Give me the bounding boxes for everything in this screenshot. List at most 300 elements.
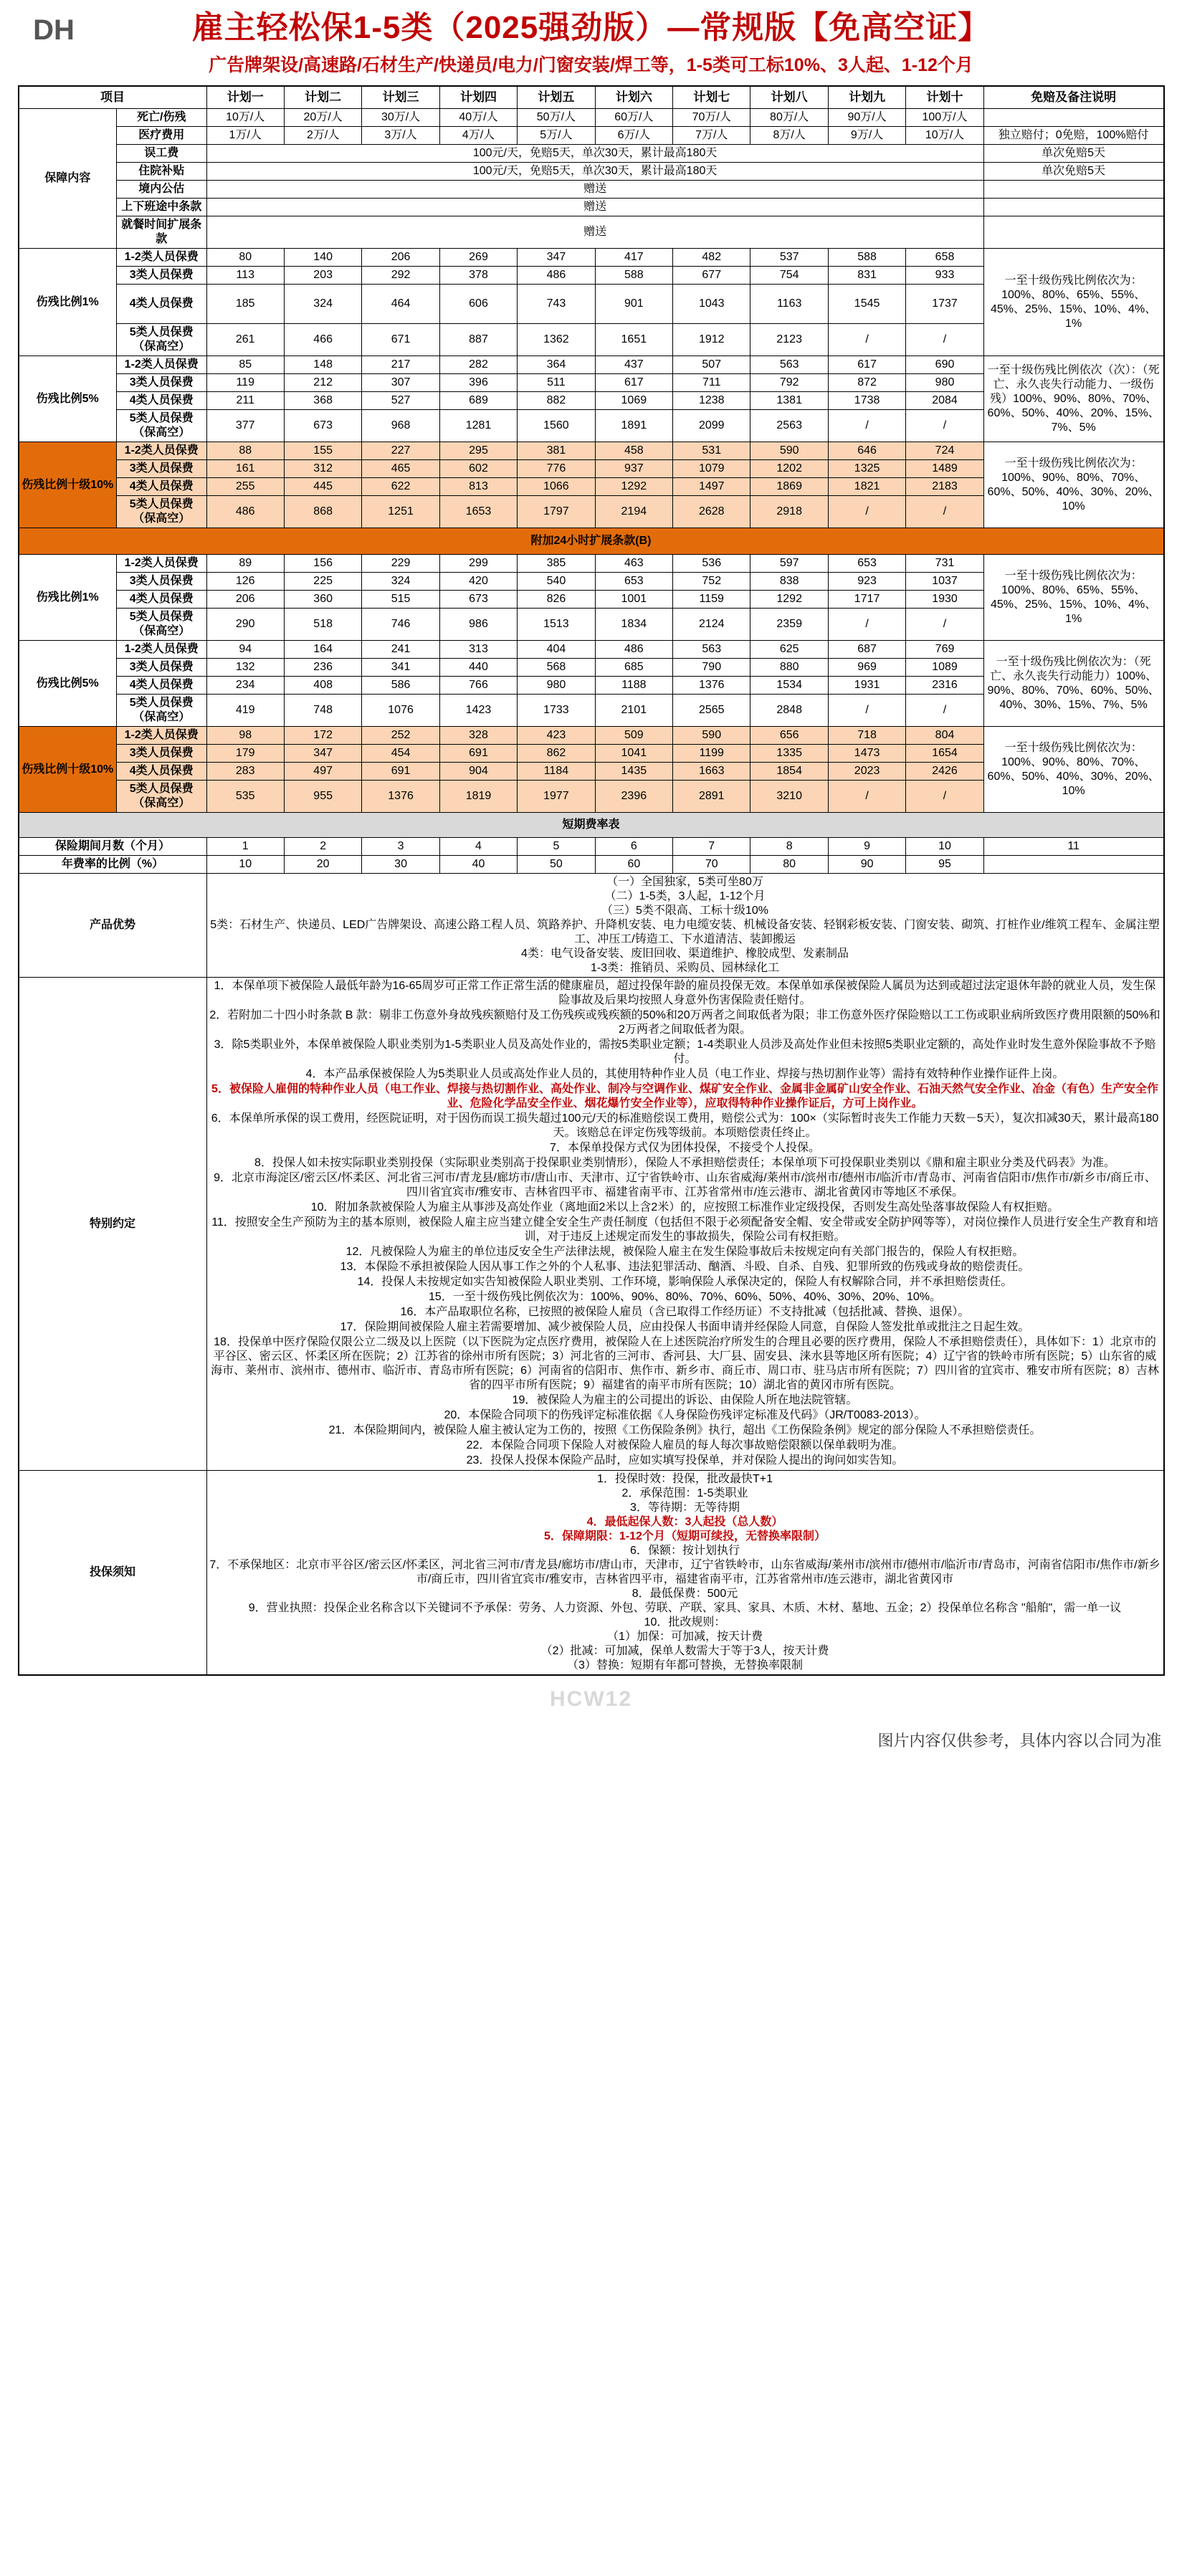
cell-value: 290 <box>206 609 284 641</box>
cell-value: 1513 <box>518 609 595 641</box>
cell-value: 671 <box>362 324 439 356</box>
cell-value: / <box>828 781 905 813</box>
row-label: 4类人员保费 <box>116 677 206 695</box>
term-paragraph: 15．一至十级伤残比例依次为：100%、90%、80%、70%、60%、50%、40%、30%、20%、10%。 <box>429 1291 941 1304</box>
cell-value: 1654 <box>906 745 983 763</box>
cell-value: 236 <box>284 659 361 677</box>
cell-value: 60万/人 <box>595 109 672 127</box>
cell-value: 1159 <box>673 591 750 609</box>
cell-value: 711 <box>673 374 750 392</box>
cell-value: 324 <box>362 573 439 591</box>
row-label: 上下班途中条款 <box>116 199 206 216</box>
coverage-row <box>19 127 1164 145</box>
term-paragraph: 21．本保险期间内，被保险人雇主被认定为工伤的，按照《工伤保险条例》执行，超出《工伤保险条例》规定的部分保险人不承担赔偿责任。 <box>328 1424 1042 1437</box>
cell-value: 164 <box>284 641 361 659</box>
row-label: 3类人员保费 <box>116 573 206 591</box>
cell-value: 535 <box>206 781 284 813</box>
cell-value: 933 <box>906 267 983 285</box>
month-cell: 1 <box>206 838 284 856</box>
cell-value: 531 <box>673 442 750 460</box>
cell-value: 156 <box>284 555 361 573</box>
cell-value: 1912 <box>673 324 750 356</box>
row-note <box>983 216 1163 249</box>
advantage-line: （三）5类不限高、工标十级10% <box>601 905 768 917</box>
cell-value: 2023 <box>828 763 905 781</box>
cell-value: 161 <box>206 460 284 478</box>
cell-value: 1199 <box>673 745 750 763</box>
advantages-content <box>206 874 1163 978</box>
cell-value: 689 <box>439 392 517 410</box>
cell-value: 527 <box>362 392 439 410</box>
cell-value: 880 <box>750 659 828 677</box>
notice-label: 投保须知 <box>19 1471 207 1676</box>
cell-value: 752 <box>673 573 750 591</box>
row-label: 住院补贴 <box>116 163 206 181</box>
cell-value: 341 <box>362 659 439 677</box>
cell-value: 1737 <box>906 285 983 324</box>
cell-value: 1560 <box>518 410 595 442</box>
cell-value: 417 <box>595 249 672 267</box>
cell-value: 1066 <box>518 478 595 496</box>
cell-value: 617 <box>828 356 905 374</box>
cell-value: 328 <box>439 727 517 745</box>
page-title: 雇主轻松保1-5类（2025强劲版）—常规版【免高空证】 <box>191 10 991 45</box>
title-block <box>108 10 1074 77</box>
cell-value: 1545 <box>828 285 905 324</box>
cell-value: 368 <box>284 392 361 410</box>
cell-value: 2396 <box>595 781 672 813</box>
cell-value: 868 <box>284 496 361 528</box>
advantages-label: 产品优势 <box>19 874 207 978</box>
row-note <box>983 181 1163 199</box>
cell-value: 4万/人 <box>439 127 517 145</box>
row-label: 5类人员保费（保高空） <box>116 781 206 813</box>
cell-value: 1184 <box>518 763 595 781</box>
term-paragraph: 20．本保险合同项下的伤残评定标准依据《人身保险伤残评定标准及代码》（JR/T0083-2013）。 <box>444 1409 926 1422</box>
cell-value: 980 <box>518 677 595 695</box>
notice-line: 7．不承保地区：北京市平谷区/密云区/怀柔区，河北省三河市/青龙县/廊坊市/唐山市，天津市，辽宁省铁岭市，山东省威海/莱州市/滨州市/德州市/临沂市/青岛市，河南省信阳市/焦作市/新乡市/商丘市，四川省宜宾市/雅安市，吉林省四平市，福建省南平市，江苏省常州市/连云港市，湖北省黄冈市 <box>209 1559 1160 1586</box>
row-label: 就餐时间扩展条款 <box>116 216 206 249</box>
cell-value: 838 <box>750 573 828 591</box>
cell-value: 563 <box>750 356 828 374</box>
cell-value: 955 <box>284 781 361 813</box>
month-cell: 3 <box>362 838 439 856</box>
cell-value: 423 <box>518 727 595 745</box>
rate-cell-empty <box>983 856 1163 874</box>
cell-value: 1435 <box>595 763 672 781</box>
special-terms-content <box>206 978 1163 1471</box>
row-label: 5类人员保费（保高空） <box>116 695 206 727</box>
cell-value: 1202 <box>750 460 828 478</box>
month-cell: 10 <box>906 838 983 856</box>
cell-value: 269 <box>439 249 517 267</box>
notice-line: 10．批改规则： <box>644 1616 726 1629</box>
cell-value: 656 <box>750 727 828 745</box>
cell-value: / <box>906 695 983 727</box>
coverage-row <box>19 216 1164 249</box>
cell-value: 90万/人 <box>828 109 905 127</box>
cell-value: 746 <box>362 609 439 641</box>
cell-value: 381 <box>518 442 595 460</box>
short-rate-title: 短期费率表 <box>19 813 1164 838</box>
rate-cell: 50 <box>518 856 595 874</box>
cell-value: 206 <box>362 249 439 267</box>
cell-value: 617 <box>595 374 672 392</box>
row-label: 3类人员保费 <box>116 267 206 285</box>
cell-value: 378 <box>439 267 517 285</box>
term-paragraph: 18．投保单中医疗保险仅限公立二级及以上医院（以下医院为定点医疗费用，被保险人在上述医院治疗所发生的合理且必要的医疗费用，保险人不承担赔偿责任），具体如下：1）北京市的平谷区、密云区、怀柔区所在医院；2）江苏省的徐州市所有医院；3）河北省的三河市、香河县、大厂县、固安县、涞水县等地区所有医院；4）辽宁省的铁岭市所有医院；5）山东省的威海市、莱州市、滨州市、德州市、临沂市、青岛市所有医院；6）河南省的信阳市、焦作市、新乡市、商丘市、周口市、驻马店市所有医院；7）四川省的宜宾市、雅安市所有医院；8）吉林省的四平市所有医院；9）福建省的南平市所有医院；10）湖北省的黄冈市所有医院。 <box>211 1336 1159 1392</box>
cell-value: 347 <box>284 745 361 763</box>
cell-value: 1663 <box>673 763 750 781</box>
cell-value: 766 <box>439 677 517 695</box>
cell-value: 80 <box>206 249 284 267</box>
col-plan-8: 计划八 <box>750 86 828 109</box>
month-cell: 8 <box>750 838 828 856</box>
cell-value: 466 <box>284 324 361 356</box>
cell-value: 80万/人 <box>750 109 828 127</box>
cell-value: 50万/人 <box>518 109 595 127</box>
cell-value: 385 <box>518 555 595 573</box>
row-label: 4类人员保费 <box>116 478 206 496</box>
col-plan-7: 计划七 <box>673 86 750 109</box>
cell-value: 454 <box>362 745 439 763</box>
cell-value: 2194 <box>595 496 672 528</box>
cell-value: 968 <box>362 410 439 442</box>
cell-value: 937 <box>595 460 672 478</box>
cell-value: 3210 <box>750 781 828 813</box>
cell-value: 85 <box>206 356 284 374</box>
cell-value: 980 <box>906 374 983 392</box>
row-note: 单次免赔5天 <box>983 163 1163 181</box>
cell-value: 140 <box>284 249 361 267</box>
cell-value: 590 <box>750 442 828 460</box>
row-label: 境内公估 <box>116 181 206 199</box>
short-rate-row1-label: 保险期间月数（个月） <box>19 838 207 856</box>
cell-value: / <box>828 324 905 356</box>
short-rate-months-row <box>19 838 1164 856</box>
cell-value: 295 <box>439 442 517 460</box>
cell-value: 252 <box>362 727 439 745</box>
cell-value: 486 <box>595 641 672 659</box>
cell-value: 1376 <box>673 677 750 695</box>
term-paragraph: 19．被保险人为雇主的公司提出的诉讼、由保险人所在地法院管辖。 <box>512 1394 858 1407</box>
tier-label: 伤残比例5% <box>19 356 117 442</box>
cell-value: 731 <box>906 555 983 573</box>
short-rate-rates-row <box>19 856 1164 874</box>
cell-value: 203 <box>284 267 361 285</box>
term-paragraph: 23．投保人投保本保险产品时，应如实填写投保单，并对保险人提出的询问如实告知。 <box>466 1454 904 1467</box>
term-paragraph: 6．本保单所承保的误工费用，经医院证明，对于因伤而误工损失超过100元/天的标准赔偿误工费用，赔偿公式为：100×（实际暂时丧失工作能力天数－5天），复次扣减30天，累计最高180天。该赔总在评定伤残等级前。本项赔偿责任终止。 <box>211 1112 1159 1140</box>
cell-value: 1163 <box>750 285 828 324</box>
cell-value: 206 <box>206 591 284 609</box>
cell-value: 1931 <box>828 677 905 695</box>
cell-value: 904 <box>439 763 517 781</box>
cell-value: 1089 <box>906 659 983 677</box>
cell-value: 2565 <box>673 695 750 727</box>
cell-value: 887 <box>439 324 517 356</box>
row-note <box>983 109 1163 127</box>
cell-value: 419 <box>206 695 284 727</box>
term-paragraph: 10．附加条款被保险人为雇主从事涉及高处作业（离地面2米以上含2米）的，应按照工标准作业定级投保，否则发生高处坠落事故保险人有权拒赔。 <box>310 1201 1059 1214</box>
col-item: 项目 <box>19 86 207 109</box>
cell-value: 282 <box>439 356 517 374</box>
cell-value: 70万/人 <box>673 109 750 127</box>
cell-value: 2099 <box>673 410 750 442</box>
rate-cell: 80 <box>750 856 828 874</box>
month-cell: 5 <box>518 838 595 856</box>
footer <box>18 1676 1165 1762</box>
cell-value: 1079 <box>673 460 750 478</box>
coverage-row <box>19 109 1164 127</box>
cell-value: / <box>828 609 905 641</box>
cell-value: 3万/人 <box>362 127 439 145</box>
row-label: 1-2类人员保费 <box>116 356 206 374</box>
cell-value: 241 <box>362 641 439 659</box>
cell-value: 211 <box>206 392 284 410</box>
cell-value: 458 <box>595 442 672 460</box>
cell-value: / <box>906 324 983 356</box>
page-header <box>0 0 1182 77</box>
term-paragraph: 13．本保险不承担被保险人因从事工作之外的个人私事、违法犯罪活动、酗酒、斗殴、自杀、自残、犯罪所致的伤残或身故的赔偿责任。 <box>340 1261 1030 1274</box>
cell-value: 312 <box>284 460 361 478</box>
cell-value: 440 <box>439 659 517 677</box>
rate-cell: 40 <box>439 856 517 874</box>
cell-value: 283 <box>206 763 284 781</box>
cell-value: / <box>906 781 983 813</box>
cell-value: 882 <box>518 392 595 410</box>
row-label: 1-2类人员保费 <box>116 249 206 267</box>
row-label: 误工费 <box>116 145 206 163</box>
row-label: 5类人员保费（保高空） <box>116 496 206 528</box>
cell-value: 404 <box>518 641 595 659</box>
coverage-row <box>19 199 1164 216</box>
term-paragraph: 5．被保险人雇佣的特种作业人员（电工作业、焊接与热切割作业、高处作业、制冷与空调作业、煤矿安全作业、金属非金属矿山安全作业、石油天然气安全作业、冶金（有色）生产安全作业、危险化学品安全作业、烟花爆竹安全作业等），应取得特种作业操作证后，方可上岗作业。 <box>211 1083 1158 1110</box>
col-plan-3: 计划三 <box>362 86 439 109</box>
cell-value: 1930 <box>906 591 983 609</box>
notice-content <box>206 1471 1163 1676</box>
cell-value: 1497 <box>673 478 750 496</box>
advantage-line: （一）全国独家，5类可坐80万 <box>606 876 763 889</box>
cell-value: 586 <box>362 677 439 695</box>
tier-note: 一至十级伤残比例依次为：100%、80%、65%、55%、45%、25%、15%、10%、4%、1% <box>983 249 1163 356</box>
cell-value: 1834 <box>595 609 672 641</box>
cell-value: 1977 <box>518 781 595 813</box>
term-paragraph: 8．投保人如未按实际职业类别投保（实际职业类别高于投保职业类别情形），保险人不承担赔偿责任；本保单项下可投保职业类别以《鼎和雇主职业分类及代码表》为准。 <box>254 1157 1115 1170</box>
cell-value: 100万/人 <box>906 109 983 127</box>
cell-value: 1869 <box>750 478 828 496</box>
cell-value: 1292 <box>750 591 828 609</box>
special-terms-row <box>19 978 1164 1471</box>
cell-value: 831 <box>828 267 905 285</box>
coverage-label: 保障内容 <box>19 109 117 249</box>
month-cell: 6 <box>595 838 672 856</box>
cell-value: 1001 <box>595 591 672 609</box>
product-table <box>18 85 1165 1676</box>
row-label: 4类人员保费 <box>116 285 206 324</box>
cell-value: 590 <box>673 727 750 745</box>
cell-value: 1238 <box>673 392 750 410</box>
cell-value: 507 <box>673 356 750 374</box>
col-plan-4: 计划四 <box>439 86 517 109</box>
cell-value: 10万/人 <box>206 109 284 127</box>
term-paragraph: 1．本保单项下被保险人最低年龄为16-65周岁可正常工作正常生活的健康雇员，超过投保年龄的雇员投保无效。本保单如承保被保险人属员为达到或超过法定退休年龄的就业人员，发生保险事故及后果均按照人身意外伤害保险责任赔付。 <box>214 980 1156 1007</box>
cell-value: 1043 <box>673 285 750 324</box>
cell-value: 653 <box>595 573 672 591</box>
cell-value: 724 <box>906 442 983 460</box>
term-paragraph: 9．北京市海淀区/密云区/怀柔区、河北省三河市/青龙县/廊坊市/唐山市、天津市、辽宁省铁岭市、山东省威海/莱州市/滨州市/德州市/临沂市/青岛市、河南省信阳市/焦作市/新乡市/商丘市、四川省宜宾市/雅安市、吉林省四平市、福建省南平市、江苏省常州市/连云港市、湖北省黄冈市等地区不承保。 <box>214 1172 1156 1199</box>
cell-value: 1854 <box>750 763 828 781</box>
cell-value: 901 <box>595 285 672 324</box>
row-merged-value: 赠送 <box>206 216 983 249</box>
notice-line: 9．营业执照：投保企业名称含以下关键词不予承保：劳务、人力资源、外包、劳联、产联、家具、家具、木质、木材、墓地、五金；2）投保单位名称含 "船舶"，需一单一议 <box>248 1602 1122 1615</box>
cell-value: 1381 <box>750 392 828 410</box>
cell-value: / <box>906 410 983 442</box>
cell-value: 299 <box>439 555 517 573</box>
cell-value: 5万/人 <box>518 127 595 145</box>
row-label: 3类人员保费 <box>116 460 206 478</box>
cell-value: 509 <box>595 727 672 745</box>
col-plan-10: 计划十 <box>906 86 983 109</box>
cell-value: 2084 <box>906 392 983 410</box>
cell-value: 606 <box>439 285 517 324</box>
cell-value: 225 <box>284 573 361 591</box>
cell-value: 2316 <box>906 677 983 695</box>
row-merged-value: 赠送 <box>206 181 983 199</box>
cell-value: 212 <box>284 374 361 392</box>
cell-value: 588 <box>595 267 672 285</box>
short-rate-row2-label: 年费率的比例（%） <box>19 856 207 874</box>
cell-value: 2891 <box>673 781 750 813</box>
cell-value: 1251 <box>362 496 439 528</box>
cell-value: 923 <box>828 573 905 591</box>
cell-value: 377 <box>206 410 284 442</box>
tier-label: 伤残比例5% <box>19 641 117 727</box>
cell-value: 1037 <box>906 573 983 591</box>
cell-value: 2101 <box>595 695 672 727</box>
row-label: 4类人员保费 <box>116 392 206 410</box>
cell-value: 518 <box>284 609 361 641</box>
cell-value: 313 <box>439 641 517 659</box>
col-plan-6: 计划六 <box>595 86 672 109</box>
cell-value: 691 <box>362 763 439 781</box>
cell-value: 486 <box>206 496 284 528</box>
cell-value: 2563 <box>750 410 828 442</box>
cell-value: 307 <box>362 374 439 392</box>
row-label: 1-2类人员保费 <box>116 555 206 573</box>
cell-value: 8万/人 <box>750 127 828 145</box>
cell-value: 261 <box>206 324 284 356</box>
coverage-row <box>19 163 1164 181</box>
cell-value: 792 <box>750 374 828 392</box>
term-paragraph: 7．本保单投保方式仅为团体投保，不接受个人投保。 <box>550 1142 820 1155</box>
tier-label: 伤残比例1% <box>19 249 117 356</box>
tier-note: 一至十级伤残比例依次为：100%、90%、80%、70%、60%、50%、40%、30%、20%、10% <box>983 442 1163 528</box>
advantage-line: 5类：石材生产、快递员、LED广告牌架设、高速公路工程人员、筑路养护、升降机安装、电力电缆安装、机械设备安装、轻钢彩板安装、门窗安装、砌筑、打桩作业/维筑工程车、金属注塑工、冲压工/铸造工、下水道清洁、装卸搬运 <box>210 919 1160 946</box>
row-label: 1-2类人员保费 <box>116 727 206 745</box>
row-label: 5类人员保费（保高空） <box>116 324 206 356</box>
cell-value: 234 <box>206 677 284 695</box>
premium-row <box>19 555 1164 573</box>
cell-value: 360 <box>284 591 361 609</box>
coverage-row <box>19 181 1164 199</box>
cell-value: 1653 <box>439 496 517 528</box>
row-merged-value: 100元/天，免赔5天，单次30天，累计最高180天 <box>206 163 983 181</box>
row-label: 3类人员保费 <box>116 374 206 392</box>
notice-line: 8．最低保费：500元 <box>631 1588 738 1601</box>
term-paragraph: 4．本产品承保被保险人为5类职业人员或高处作业人员的，其使用特种作业人员（电工作业、焊接与热切割作业等）需持有效特种作业操作证件上岗。 <box>305 1068 1064 1081</box>
advantage-line: 1-3类：推销员、采购员、园林绿化工 <box>590 962 780 975</box>
cell-value: 185 <box>206 285 284 324</box>
rate-cell: 95 <box>906 856 983 874</box>
row-note: 单次免赔5天 <box>983 145 1163 163</box>
cell-value: 769 <box>906 641 983 659</box>
tier-note: 一至十级伤残比例依次为：100%、80%、65%、55%、45%、25%、15%、10%、4%、1% <box>983 555 1163 641</box>
cell-value: 408 <box>284 677 361 695</box>
month-cell: 4 <box>439 838 517 856</box>
term-paragraph: 16．本产品取职位名称，已按照的被保险人雇员（含已取得工作经历证）不支持批减（包括批减、替换、退保）。 <box>400 1306 970 1319</box>
cell-value: 1473 <box>828 745 905 763</box>
cell-value: 826 <box>518 591 595 609</box>
cell-value: 132 <box>206 659 284 677</box>
notice-line: 6．保额：按计划执行 <box>630 1545 740 1557</box>
cell-value: 2848 <box>750 695 828 727</box>
row-note <box>983 199 1163 216</box>
premium-row <box>19 641 1164 659</box>
rate-cell: 70 <box>673 856 750 874</box>
cell-value: 540 <box>518 573 595 591</box>
cell-value: 292 <box>362 267 439 285</box>
premium-row <box>19 442 1164 460</box>
cell-value: 30万/人 <box>362 109 439 127</box>
cell-value: 776 <box>518 460 595 478</box>
cell-value: 862 <box>518 745 595 763</box>
cell-value: 2426 <box>906 763 983 781</box>
cell-value: 1292 <box>595 478 672 496</box>
rate-cell: 60 <box>595 856 672 874</box>
term-paragraph: 11．按照安全生产预防为主的基本原则，被保险人雇主应当建立健全安全生产责任制度（包括但不限于必须配备安全帽、安全带或安全防护网等等），对岗位操作人员进行安全生产教育和培训，对于违反上述规定而发生的事故损失，保险公司有权拒赔。 <box>211 1216 1158 1244</box>
row-merged-value: 100元/天，免赔5天，单次30天，累计最高180天 <box>206 145 983 163</box>
cell-value: 148 <box>284 356 361 374</box>
cell-value: 646 <box>828 442 905 460</box>
watermark: HCW12 <box>549 1687 633 1712</box>
cell-value: 969 <box>828 659 905 677</box>
notice-line: （2）批减：可加减，保单人数需大于等于3人，按天计费 <box>540 1645 829 1658</box>
cell-value: 1069 <box>595 392 672 410</box>
cell-value: 1821 <box>828 478 905 496</box>
cell-value: / <box>828 695 905 727</box>
cell-value: 1362 <box>518 324 595 356</box>
advantages-row <box>19 874 1164 978</box>
cell-value: 625 <box>750 641 828 659</box>
cell-value: 1891 <box>595 410 672 442</box>
cell-value: / <box>828 496 905 528</box>
term-paragraph: 2．若附加二十四小时条款 B 款：剔非工伤意外身故残疾额赔付及工伤残疾或残疾额的50%和20万两者之间取低者为限；非工伤意外医疗保险赔以工工伤或职业病所致医疗费用限额的50%和2万两者之间取低者为限。 <box>209 1009 1160 1036</box>
cell-value: 511 <box>518 374 595 392</box>
premium-row <box>19 727 1164 745</box>
term-paragraph: 14．投保人未按规定如实告知被保险人职业类别、工作环境，影响保险人承保决定的，保险人有权解除合同，并不承担赔偿责任。 <box>357 1276 1013 1289</box>
cell-value: 790 <box>673 659 750 677</box>
cell-value: 88 <box>206 442 284 460</box>
premium-row <box>19 249 1164 267</box>
cell-value: 804 <box>906 727 983 745</box>
notice-line: 4．最低起保人数：3人起投（总人数） <box>586 1516 783 1529</box>
premium-row <box>19 356 1164 374</box>
cell-value: 754 <box>750 267 828 285</box>
cell-value: 420 <box>439 573 517 591</box>
advantage-line: 4类：电气设备安装、废旧回收、渠道维护、橡胶成型、发素制品 <box>521 948 849 960</box>
month-cell: 2 <box>284 838 361 856</box>
cell-value: 94 <box>206 641 284 659</box>
